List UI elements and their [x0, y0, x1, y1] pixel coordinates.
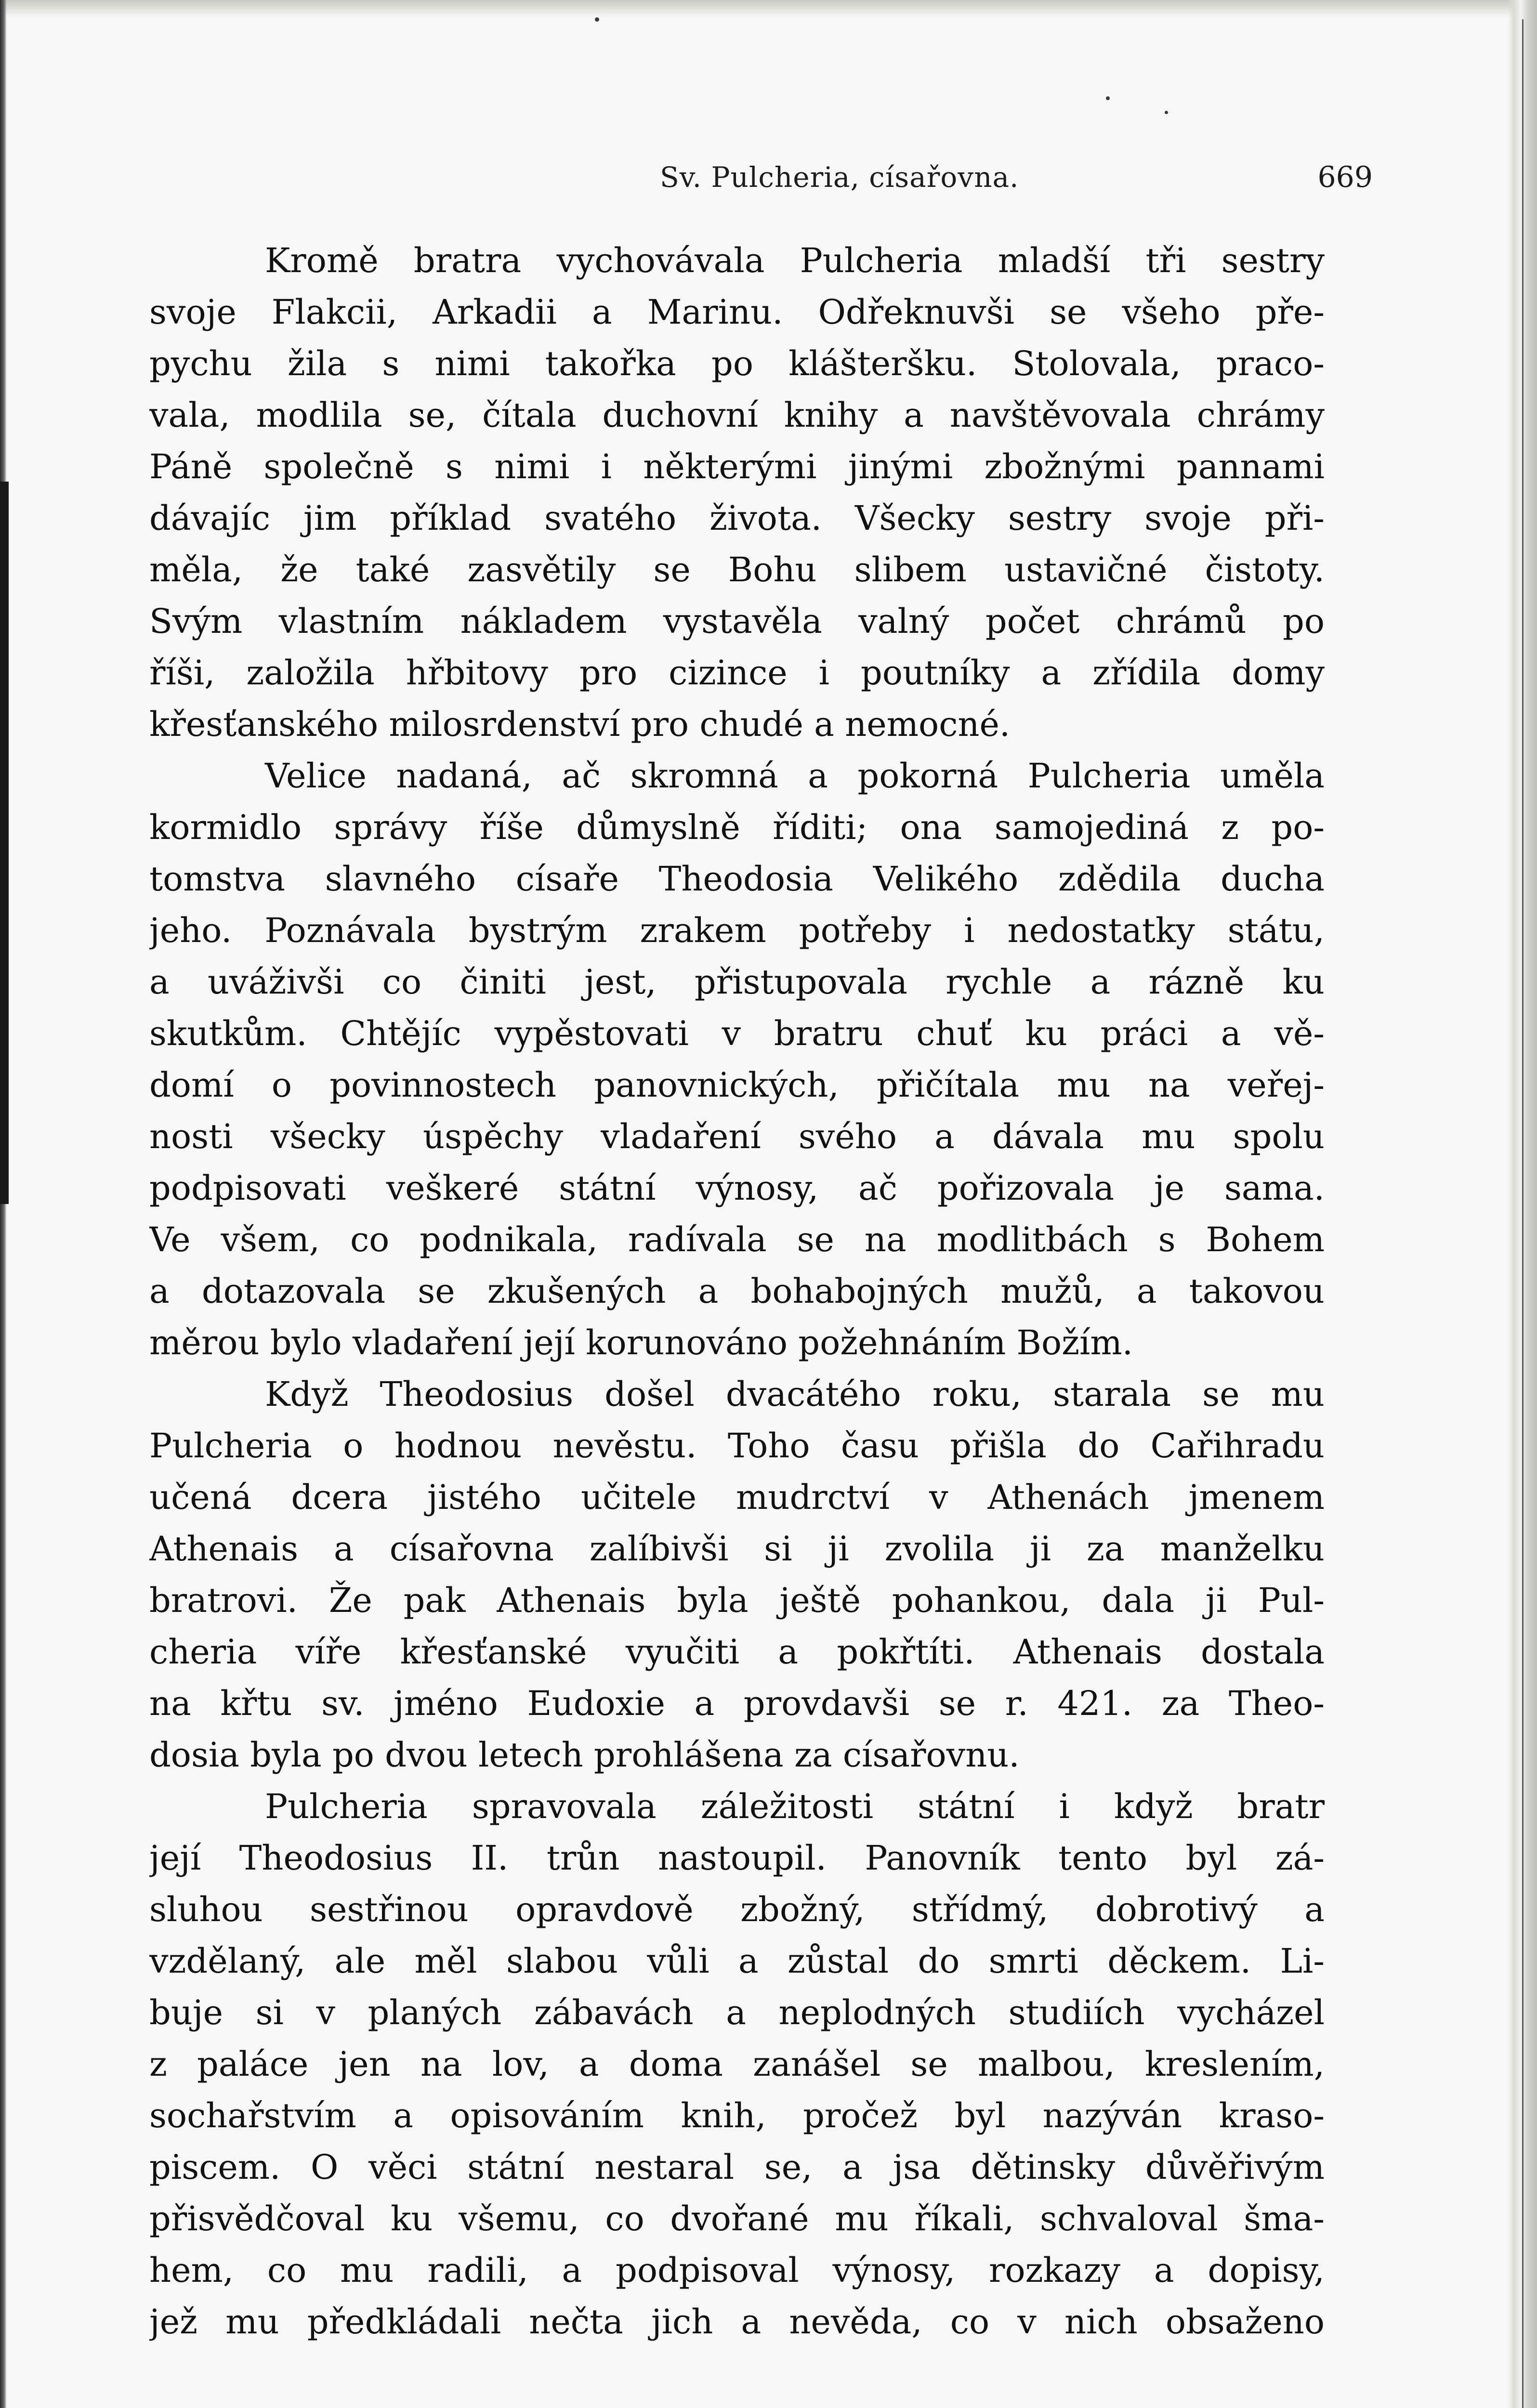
text-line: nosti všecky úspěchy vladaření svého a dávala mu spolu — [149, 1117, 1325, 1156]
ink-speck — [1165, 111, 1168, 114]
text-line: na křtu sv. jméno Eudoxie a provdavši se r. 421. za Theo- — [149, 1684, 1325, 1723]
page-number: 669 — [1317, 160, 1373, 194]
ink-speck — [595, 17, 599, 22]
ink-speck — [1106, 96, 1110, 100]
text-line: sochařstvím a opisováním knih, pročež byl nazýván kraso- — [149, 2096, 1325, 2135]
text-line: Athenais a císařovna zalíbivši si ji zvolila ji za manželku — [149, 1529, 1325, 1569]
text-line: vzdělaný, ale měl slabou vůli a zůstal do smrti děckem. Li- — [149, 1941, 1325, 1981]
text-line: učená dcera jistého učitele mudrctví v Athenách jmenem — [149, 1478, 1325, 1517]
text-line: podpisovati veškeré státní výnosy, ač pořizovala je sama. — [149, 1168, 1325, 1208]
text-line: dosia byla po dvou letech prohlášena za císařovnu. — [149, 1735, 1020, 1775]
running-head — [149, 158, 1373, 196]
text-line: a uváživši co činiti jest, přistupovala rychle a rázně ku — [149, 962, 1325, 1002]
text-line: jeho. Poznávala bystrým zrakem potřeby i nedostatky státu, — [149, 911, 1325, 950]
text-line: Kromě bratra vychovávala Pulcheria mladší tři sestry — [265, 241, 1325, 280]
text-line: svoje Flakcii, Arkadii a Marinu. Odřeknuvši se všeho pře- — [149, 292, 1325, 332]
text-line: její Theodosius II. trůn nastoupil. Panovník tento byl zá- — [149, 1838, 1325, 1878]
text-line: z paláce jen na lov, a doma zanášel se malbou, kreslením, — [149, 2044, 1325, 2084]
text-line: buje si v planých zábavách a neplodných studiích vycházel — [149, 1993, 1325, 2032]
text-line: kormidlo správy říše důmyslně říditi; ona samojediná z po- — [149, 808, 1325, 847]
text-line: Velice nadaná, ač skromná a pokorná Pulcheria uměla — [265, 756, 1325, 796]
text-line: skutkům. Chtějíc vypěstovati v bratru chuť ku práci a vě- — [149, 1014, 1325, 1053]
text-line: bratrovi. Že pak Athenais byla ještě pohankou, dala ji Pul- — [149, 1581, 1325, 1620]
text-line: cheria víře křesťanské vyučiti a pokřtíti. Athenais dostala — [149, 1632, 1325, 1672]
text-line: piscem. O věci státní nestaral se, a jsa dětinsky důvěřivým — [149, 2147, 1325, 2187]
right-edge-line — [1522, 19, 1524, 2408]
text-line: křesťanského milosrdenství pro chudé a nemocné. — [149, 705, 1011, 744]
text-line: Pulcheria spravovala záležitosti státní i když bratr — [265, 1787, 1325, 1826]
text-line: Pulcheria o hodnou nevěstu. Toho času přišla do Cařihradu — [149, 1426, 1325, 1466]
text-line: měrou bylo vladaření její korunováno požehnáním Božím. — [149, 1323, 1133, 1362]
text-line: Svým vlastním nákladem vystavěla valný počet chrámů po — [149, 602, 1325, 641]
binding-dark-edge — [0, 482, 9, 1204]
text-line: měla, že také zasvětily se Bohu slibem ustavičné čistoty. — [149, 550, 1325, 589]
text-line: a dotazovala se zkušených a bohabojných mužů, a takovou — [149, 1271, 1325, 1311]
text-line: dávajíc jim příklad svatého života. Všecky sestry svoje při- — [149, 498, 1325, 538]
text-line: pychu žila s nimi takořka po klášteršku. Stolovala, praco- — [149, 344, 1325, 383]
body-text — [149, 235, 1325, 2348]
text-line: jež mu předkládali nečta jich a nevěda, co v nich obsaženo — [149, 2302, 1325, 2342]
binding-shadow — [0, 0, 7, 2408]
text-line: hem, co mu radili, a podpisoval výnosy, rozkazy a dopisy, — [149, 2251, 1325, 2290]
text-line: Když Theodosius došel dvacátého roku, starala se mu — [265, 1374, 1325, 1414]
text-line: přisvědčoval ku všemu, co dvořané mu říkali, schvaloval šma- — [149, 2199, 1325, 2238]
running-head-title: Sv. Pulcheria, císařovna. — [660, 161, 1019, 194]
text-line: Páně společně s nimi i některými jinými zbožnými pannami — [149, 447, 1325, 486]
text-line: sluhou sestřinou opravdově zbožný, střídmý, dobrotivý a — [149, 1890, 1325, 1929]
top-page-edge — [0, 0, 1537, 17]
text-line: říši, založila hřbitovy pro cizince i poutníky a zřídila domy — [149, 653, 1325, 693]
text-line: domí o povinnostech panovnických, přičítala mu na veřej- — [149, 1065, 1325, 1105]
text-line: Ve všem, co podnikala, radívala se na modlitbách s Bohem — [149, 1220, 1325, 1259]
text-line: tomstva slavného císaře Theodosia Velikého zdědila ducha — [149, 859, 1325, 899]
text-line: vala, modlila se, čítala duchovní knihy a navštěvovala chrámy — [149, 395, 1325, 435]
